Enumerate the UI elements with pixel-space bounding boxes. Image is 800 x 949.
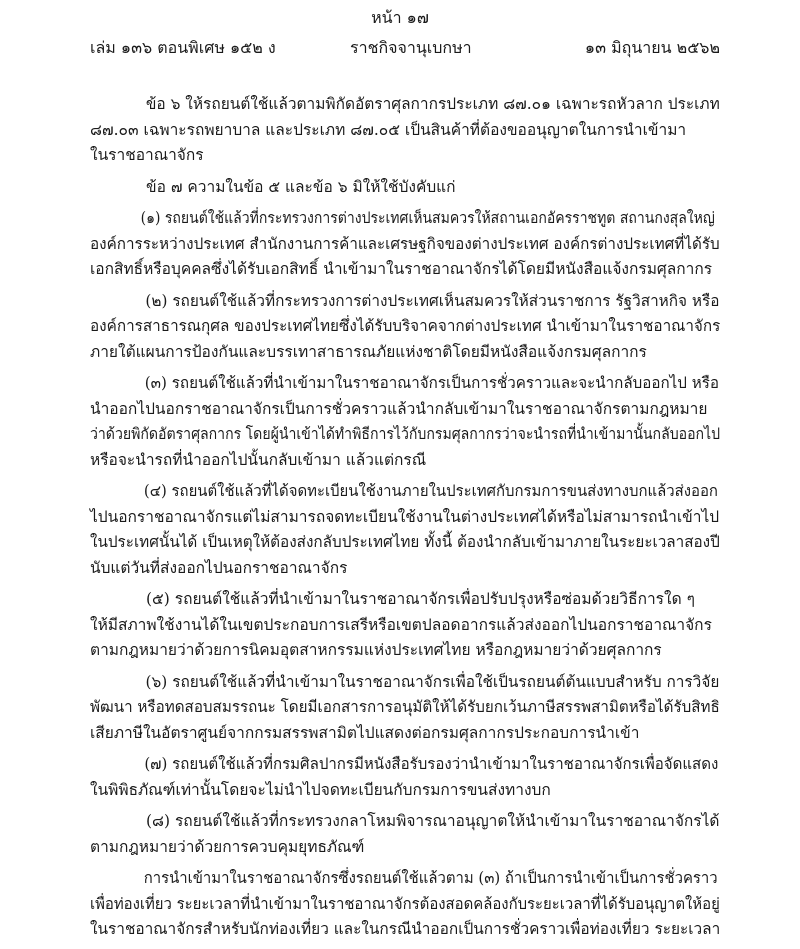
text-line: เพื่อท่องเที่ยว ระยะเวลาที่นำเข้ามาในราชอาณาจักรต้องสอดคล้องกับระยะเวลาที่ได้รับอนุญาตให้อยู่ (90, 894, 720, 913)
publication-date: ๑๓ มิถุนายน ๒๕๖๒ (584, 38, 720, 57)
paragraph (90, 809, 720, 860)
text-line: ในราชอาณาจักร (90, 146, 204, 164)
text-line: (๘) รถยนต์ใช้แล้วที่กระทรวงกลาโหมพิจารณาอนุญาตให้นำเข้ามาในราชอาณาจักรได้ (146, 812, 720, 830)
paragraph (90, 587, 720, 664)
text-line: (๕) รถยนต์ใช้แล้วที่นำเข้ามาในราชอาณาจักรเพื่อปรับปรุงหรือซ่อมด้วยวิธีการใด ๆ (146, 590, 695, 608)
paragraph (90, 866, 720, 943)
text-line: ตามกฎหมายว่าด้วยการนิคมอุตสาหกรรมแห่งประเทศไทย หรือกฎหมายว่าด้วยศุลกากร (90, 641, 662, 659)
page-number: หน้า ๑๗ (371, 8, 429, 27)
text-line: นำออกไปนอกราชอาณาจักรเป็นการชั่วคราวแล้วนำกลับเข้ามาในราชอาณาจักรตามกฎหมาย (90, 399, 708, 418)
text-line: (๓) รถยนต์ใช้แล้วที่นำเข้ามาในราชอาณาจักรเป็นการชั่วคราวและจะนำกลับออกไป หรือ (144, 374, 719, 392)
paragraph (90, 752, 720, 803)
paragraph (90, 371, 720, 473)
text-line: ข้อ ๗ ความในข้อ ๕ และข้อ ๖ มิให้ใช้บังคับแก่ (146, 177, 456, 196)
text-line: ตามกฎหมายว่าด้วยการควบคุมยุทธภัณฑ์ (90, 837, 365, 856)
text-line: ว่าด้วยพิกัดอัตราศุลกากร โดยผู้นำเข้าได้ทำพิธีการไว้กับกรมศุลกากรว่าจะนำรถที่นำเข้ามานั้นกลับออกไป (90, 425, 721, 443)
text-line: ไปนอกราชอาณาจักรแต่ไม่สามารถจดทะเบียนใช้งานในต่างประเทศได้หรือไม่สามารถนำเข้าไป (90, 507, 720, 526)
text-line: องค์การสาธารณกุศล ของประเทศไทยซึ่งได้รับบริจาคจากต่างประเทศ นำเข้ามาในราชอาณาจักร (90, 317, 721, 335)
text-line: ในราชอาณาจักรสำหรับนักท่องเที่ยว และในกรณีนำออกเป็นการชั่วคราวเพื่อท่องเที่ยว ระยะเวลา (90, 920, 721, 938)
text-line: (๒) รถยนต์ใช้แล้วที่กระทรวงการต่างประเทศเห็นสมควรให้ส่วนราชการ รัฐวิสาหกิจ หรือ (145, 291, 720, 310)
document-body (90, 92, 720, 949)
text-line: เอกสิทธิ์หรือบุคคลซึ่งได้รับเอกสิทธิ์ นำเข้ามาในราชอาณาจักรได้โดยมีหนังสือแจ้งกรมศุลกากร (90, 260, 713, 278)
text-line: เสียภาษีในอัตราศูนย์จากกรมสรรพสามิตไปแสดงต่อกรมศุลกากรประกอบการนำเข้า (90, 723, 640, 742)
publication-name: ราชกิจจานุเบกษา (350, 38, 472, 57)
text-line: ๘๗.๐๓ เฉพาะรถพยาบาล และประเภท ๘๗.๐๕ เป็นสินค้าที่ต้องขออนุญาตในการนำเข้ามา (90, 120, 687, 139)
paragraph (90, 92, 720, 169)
text-line: หรือจะนำรถที่นำออกไปนั้นกลับเข้ามา แล้วแต่กรณี (90, 450, 427, 469)
text-line: ภายใต้แผนการป้องกันและบรรเทาสาธารณภัยแห่งชาติโดยมีหนังสือแจ้งกรมศุลกากร (90, 342, 647, 361)
volume-issue: เล่ม ๑๓๖ ตอนพิเศษ ๑๕๒ ง (90, 38, 276, 57)
text-line: ในประเทศนั้นได้ เป็นเหตุให้ต้องส่งกลับประเทศไทย ทั้งนี้ ต้องนำกลับเข้ามาภายในระยะเวลาสองปี (90, 533, 720, 551)
paragraph (90, 479, 720, 581)
text-line: ให้มีสภาพใช้งานได้ในเขตประกอบการเสรีหรือเขตปลอดอากรแล้วส่งออกไปนอกราชอาณาจักร (90, 615, 712, 634)
text-line: นับแต่วันที่ส่งออกไปนอกราชอาณาจักร (90, 558, 348, 577)
text-line: (๗) รถยนต์ใช้แล้วที่กรมศิลปากรมีหนังสือรับรองว่านำเข้ามาในราชอาณาจักรเพื่อจัดแสดง (144, 755, 719, 773)
text-line: (๔) รถยนต์ใช้แล้วที่ได้จดทะเบียนใช้งานภายในประเทศกับกรมการขนส่งทางบกแล้วส่งออก (143, 482, 718, 500)
text-line: พัฒนา หรือทดสอบสมรรถนะ โดยมีเอกสารการอนุมัติให้ได้รับยกเว้นภาษีสรรพสามิตหรือได้รับสิทธิ (90, 698, 720, 716)
text-line: ข้อ ๖ ให้รถยนต์ใช้แล้วตามพิกัดอัตราศุลกากรประเภท ๘๗.๐๑ เฉพาะรถหัวลาก ประเภท (145, 95, 720, 113)
paragraph (90, 289, 720, 366)
paragraph (90, 206, 720, 283)
paragraph (90, 670, 720, 747)
text-line: องค์การระหว่างประเทศ สำนักงานการค้าและเศรษฐกิจของต่างประเทศ องค์กรต่างประเทศที่ได้รับ (90, 234, 720, 253)
text-line: (๑) รถยนต์ใช้แล้วที่กระทรวงการต่างประเทศเห็นสมควรให้สถานเอกอัครราชทูต สถานกงสุลใหญ่ (140, 209, 715, 227)
text-line: ในพิพิธภัณฑ์เท่านั้นโดยจะไม่นำไปจดทะเบียนกับกรมการขนส่งทางบก (90, 780, 551, 799)
paragraph (90, 175, 720, 201)
text-line: (๖) รถยนต์ใช้แล้วที่นำเข้ามาในราชอาณาจักรเพื่อใช้เป็นรถยนต์ต้นแบบสำหรับ การวิจัย (145, 672, 720, 691)
text-line: การนำเข้ามาในราชอาณาจักรซึ่งรถยนต์ใช้แล้วตาม (๓) ถ้าเป็นการนำเข้าเป็นการชั่วคราว (143, 869, 718, 887)
